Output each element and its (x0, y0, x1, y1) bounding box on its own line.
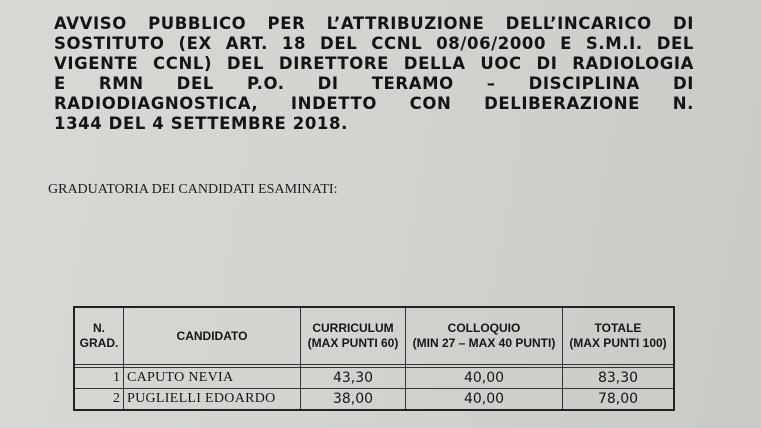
notice-title (54, 14, 694, 134)
totale-cell: 78,00 (563, 389, 675, 411)
title-line: 1344 DEL 4 SETTEMBRE 2018. (54, 114, 348, 133)
col-header-totale: TOTALE (MAX PUNTI 100) (563, 307, 675, 365)
totale-cell: 83,30 (563, 368, 675, 389)
candidate-cell: PUGLIELLI EDOARDO (124, 389, 301, 411)
col-header-colloquio: COLLOQUIO (MIN 27 – MAX 40 PUNTI) (406, 307, 563, 365)
candidate-cell: CAPUTO NEVIA (124, 368, 301, 389)
rank-cell: 1 (74, 368, 124, 389)
table-header-row (74, 307, 674, 365)
curriculum-cell: 38,00 (301, 389, 406, 411)
col-header-candidate: CANDIDATO (124, 307, 301, 365)
title-line: E RMN DEL P.O. DI TERAMO – DISCIPLINA DI (54, 74, 694, 93)
table-row (74, 389, 674, 411)
colloquio-cell: 40,00 (406, 389, 563, 411)
ranking-table (73, 306, 675, 411)
title-line: VIGENTE CCNL) DEL DIRETTORE DELLA UOC DI RADIOLOGIA (54, 54, 694, 73)
title-line: AVVISO PUBBLICO PER L’ATTRIBUZIONE DELL’INCARICO DI (54, 14, 694, 33)
colloquio-cell: 40,00 (406, 368, 563, 389)
rank-cell: 2 (74, 389, 124, 411)
curriculum-cell: 43,30 (301, 368, 406, 389)
table-row (74, 368, 674, 389)
title-line: RADIODIAGNOSTICA, INDETTO CON DELIBERAZIONE N. (54, 94, 694, 113)
col-header-num: N. GRAD. (74, 307, 124, 365)
ranking-subtitle: GRADUATORIA DEI CANDIDATI ESAMINATI: (48, 182, 338, 197)
col-header-curriculum: CURRICULUM (MAX PUNTI 60) (301, 307, 406, 365)
title-line: SOSTITUTO (EX ART. 18 DEL CCNL 08/06/2000 E S.M.I. DEL (54, 34, 694, 53)
